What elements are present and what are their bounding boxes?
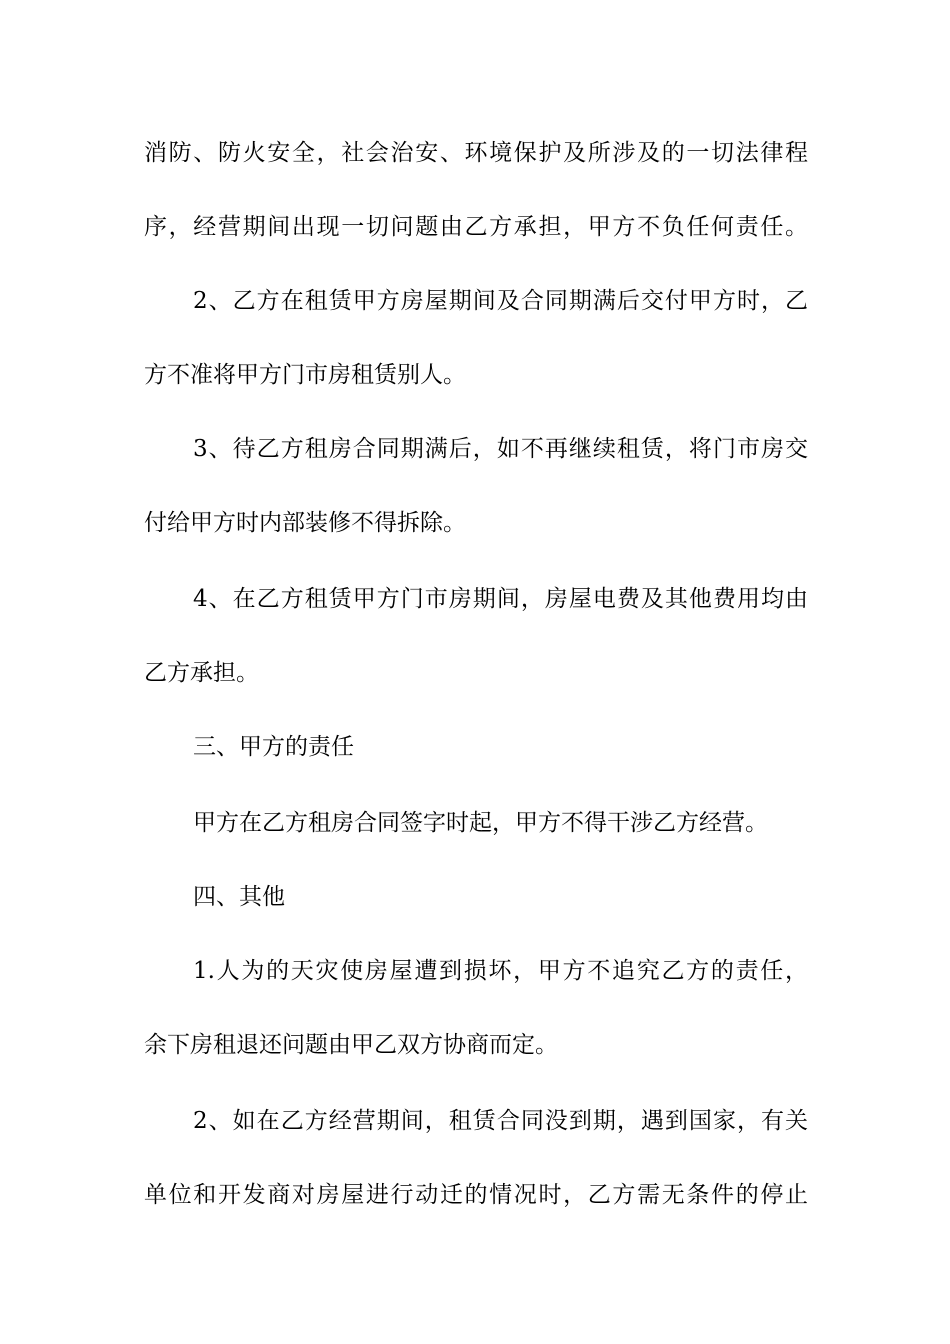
paragraph-line-14: 2、如在乙方经营期间，租赁合同没到期，遇到国家，有关 [193,1108,808,1134]
paragraph-line-4: 方不准将甲方门市房租赁别人。 [144,362,466,388]
paragraph-line-6: 付给甲方时内部装修不得拆除。 [144,510,466,536]
paragraph-line-2: 序，经营期间出现一切问题由乙方承担，甲方不负任何责任。 [144,214,808,240]
paragraph-line-5: 3、待乙方租房合同期满后，如不再继续租赁，将门市房交 [193,436,808,462]
paragraph-line-7: 4、在乙方租赁甲方门市房期间，房屋电费及其他费用均由 [193,586,808,612]
paragraph-line-1: 消防、防火安全，社会治安、环境保护及所涉及的一切法律程 [144,140,808,166]
section-heading-4: 四、其他 [193,884,285,910]
paragraph-line-15: 单位和开发商对房屋进行动迁的情况时，乙方需无条件的停止 [144,1182,808,1208]
section-heading-3: 三、甲方的责任 [193,734,354,760]
paragraph-line-12: 1.人为的天灾使房屋遭到损坏，甲方不追究乙方的责任， [193,958,808,984]
paragraph-line-10: 甲方在乙方租房合同签字时起，甲方不得干涉乙方经营。 [193,810,768,836]
paragraph-line-8: 乙方承担。 [144,660,259,686]
paragraph-line-13: 余下房租退还问题由甲乙双方协商而定。 [144,1032,558,1058]
paragraph-line-3: 2、乙方在租赁甲方房屋期间及合同期满后交付甲方时，乙 [193,288,808,314]
